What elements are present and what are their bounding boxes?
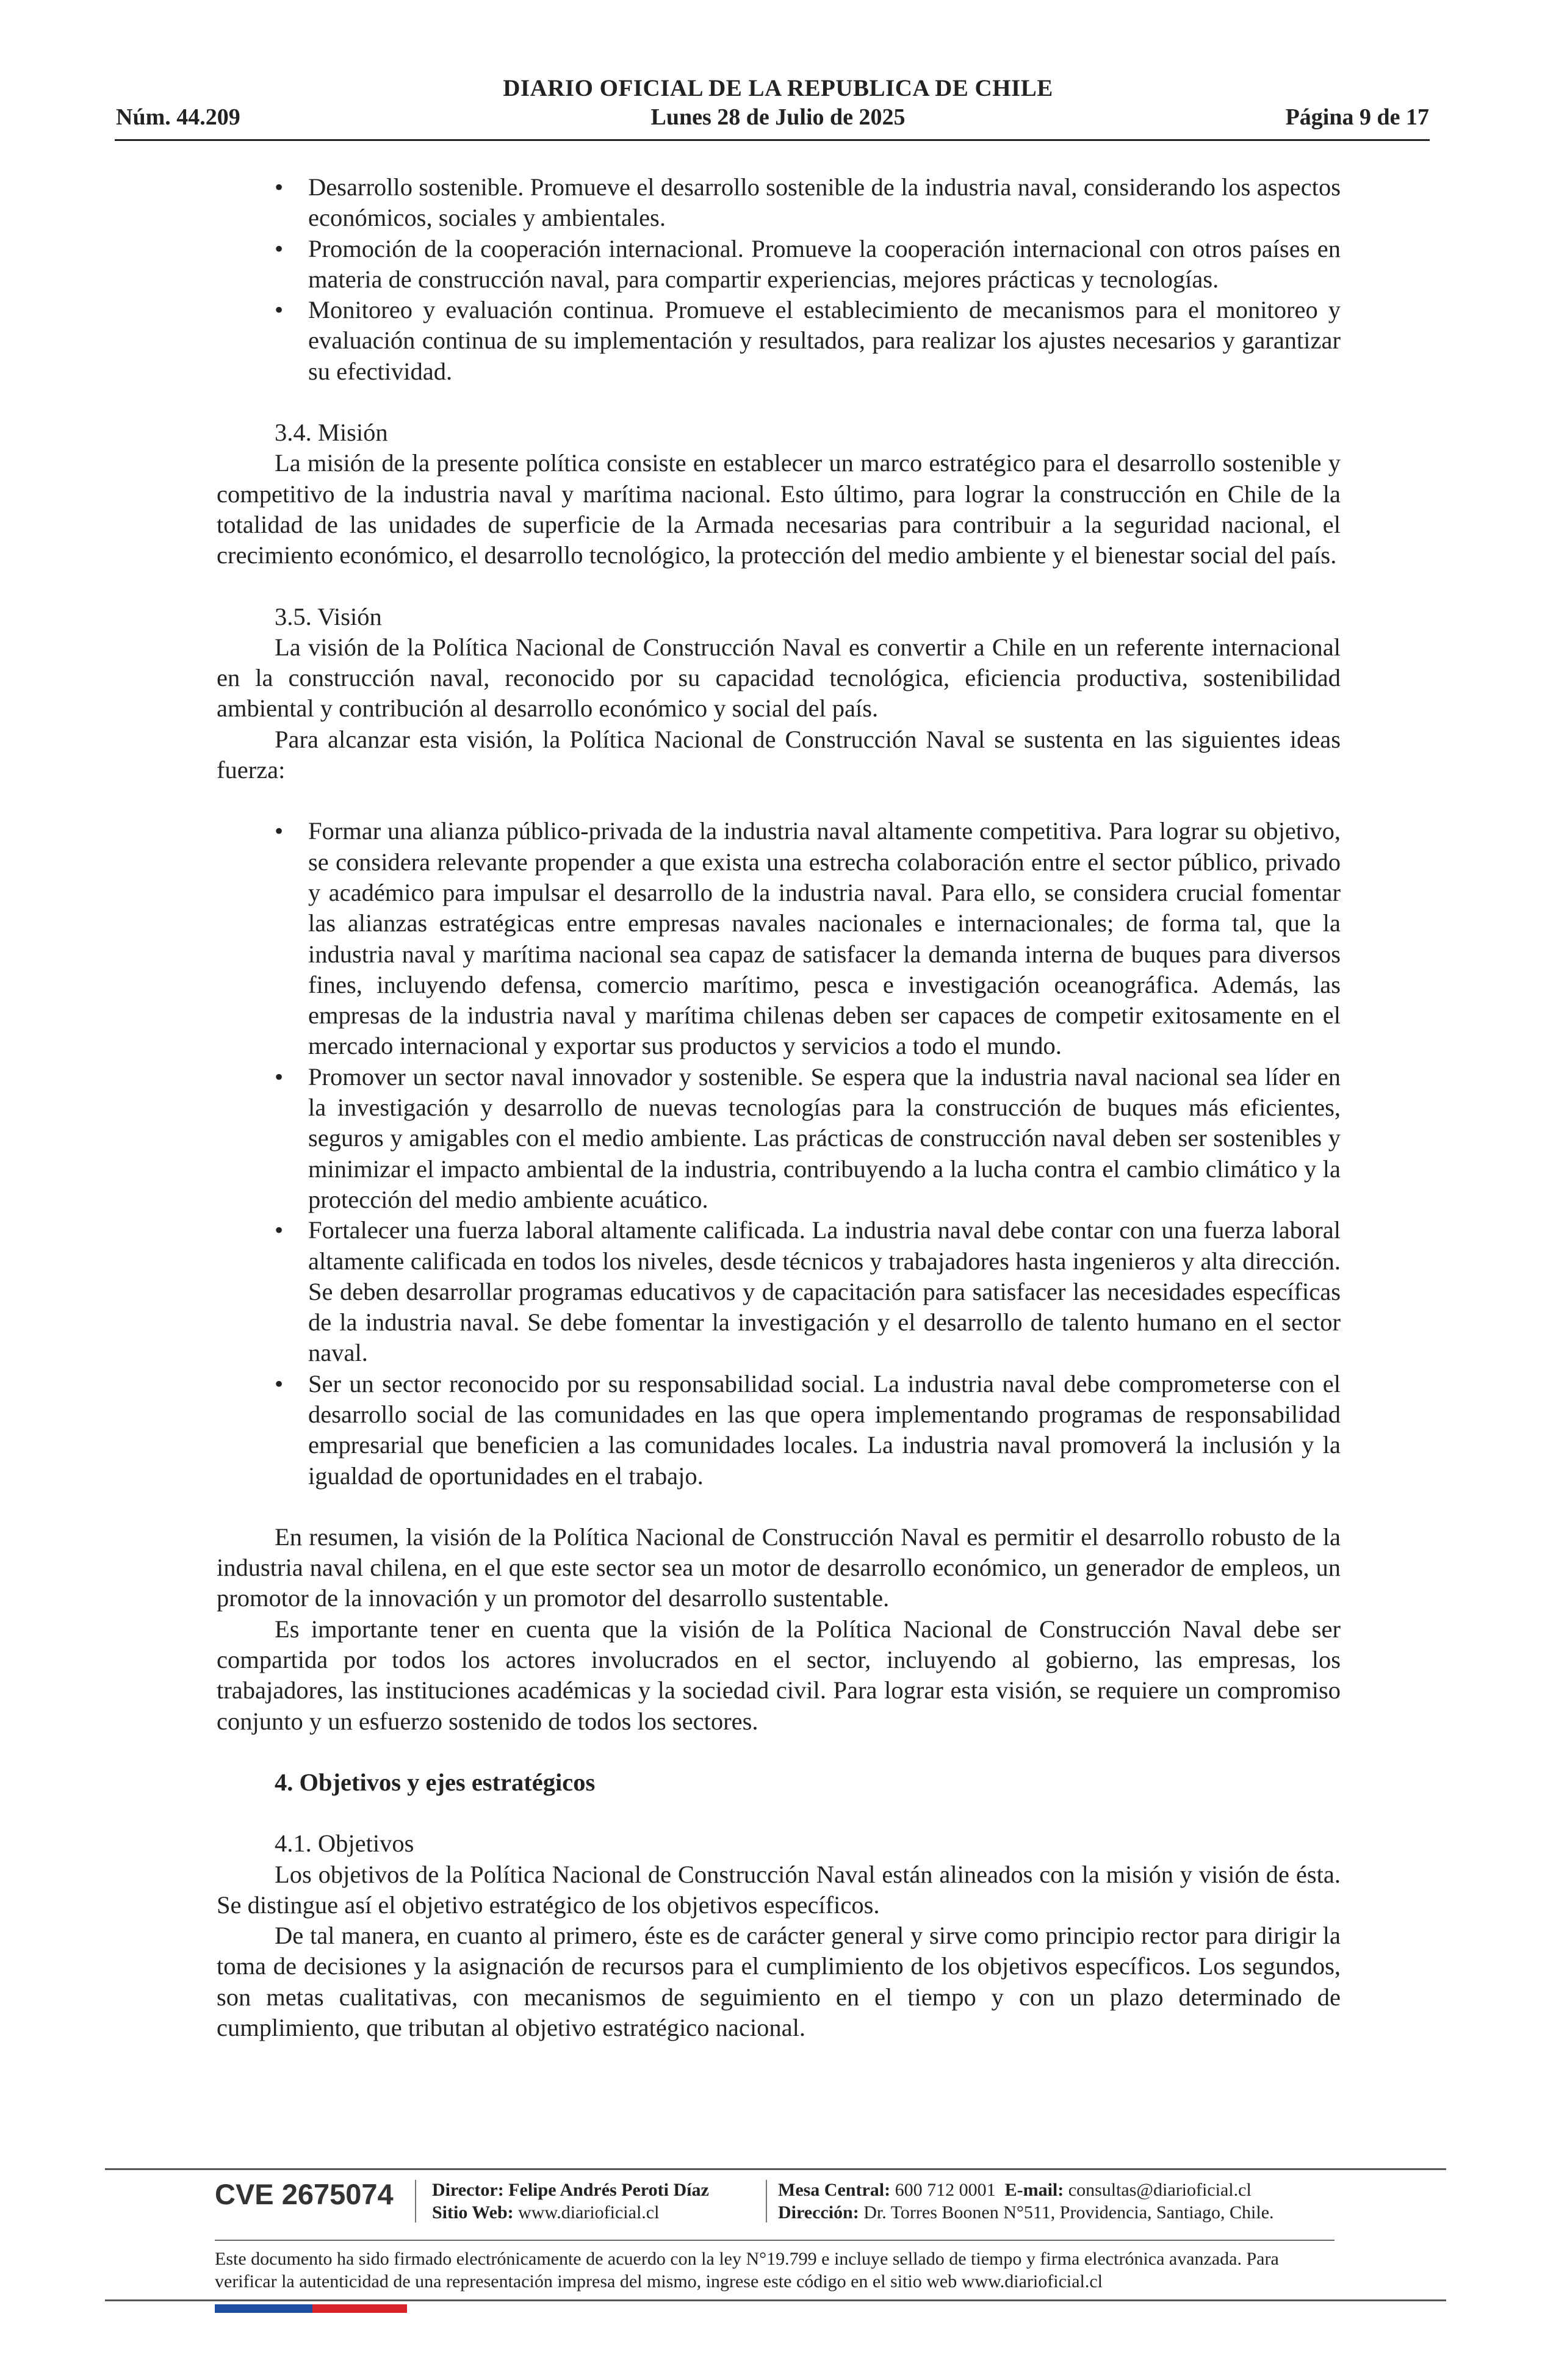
ideas-fuerza-list	[217, 816, 1341, 1491]
section-heading-objetivos: 4.1. Objetivos	[275, 1830, 414, 1858]
address-label: Dirección:	[778, 2202, 859, 2223]
list-item: • Promover un sector naval innovador y sostenible. Se espera que la industria naval nacional sea líder en la investigación y desarrollo de nuevas tecnologías para la construcción de buques más eficientes, seguros y amigables con el medio ambiente. Las prácticas de construcción naval deben ser sostenibles y minimizar el impacto ambiental de la industria, contribuyendo a la lucha contra el cambio climático y la protección del medio ambiente acuático.	[308, 1062, 1341, 1215]
director-name: Felipe Andrés Peroti Díaz	[508, 2180, 709, 2200]
paragraph: Los objetivos de la Política Nacional de Construcción Naval están alineados con la misión y visión de ésta. Se distingue así el objetivo estratégico de los objetivos específicos.	[217, 1860, 1341, 1919]
footer-separator	[766, 2180, 767, 2223]
paragraph: De tal manera, en cuanto al primero, éste es de carácter general y sirve como principio rector para dirigir la toma de decisiones y la asignación de recursos para el cumplimiento de los objetivos específicos. Los segundos, son metas cualitativas, con mecanismos de seguimiento en el tiempo y con un plazo determinado de cumplimiento, que tributan al objetivo estratégico nacional.	[217, 1922, 1341, 2042]
website-line	[432, 2201, 659, 2224]
website-link[interactable]: www.diarioficial.cl	[518, 2202, 660, 2223]
email-label: E-mail:	[1004, 2180, 1064, 2200]
paragraph: La misión de la presente política consiste en establecer un marco estratégico para el desarrollo sostenible y competitivo de la industria naval y marítima nacional. Esto último, para lograr la construcción en Chile de la totalidad de las unidades de superficie de la Armada necesarias para contribuir a la seguridad nacional, el crecimiento económico, el desarrollo tecnológico, la protección del medio ambiente y el bienestar social del país.	[217, 449, 1341, 569]
list-item: • Formar una alianza público-privada de la industria naval altamente competitiva. Para lograr su objetivo, se considera relevante propender a que exista una estrecha colaboración entre el sector público, privado y académico para impulsar el desarrollo de la industria naval. Para ello, se considera crucial fomentar las alianzas estratégicas entre empresas navales nacionales e internacionales; de forma tal, que la industria naval y marítima nacional sea capaz de satisfacer la demanda interna de buques para diversos fines, incluyendo defensa, comercio marítimo, pesca e investigación oceanográfica. Además, las empresas de la industria naval y marítima chilenas deben ser capaces de competir exitosamente en el mercado internacional y exportar sus productos y servicios a todo el mundo.	[308, 816, 1341, 1061]
flag-stripe-blue	[215, 2304, 312, 2313]
cve-code: CVE 2675074	[215, 2178, 394, 2210]
address-value: Dr. Torres Boonen N°511, Providencia, Santiago, Chile.	[863, 2202, 1274, 2223]
section-heading-objetivos-ejes: 4. Objetivos y ejes estratégicos	[275, 1768, 596, 1796]
email-link[interactable]: consultas@diarioficial.cl	[1068, 2180, 1252, 2200]
signature-notice: Este documento ha sido firmado electrónicamente de acuerdo con la ley N°19.799 e incluye sellado de tiempo y firma electrónica avanzada. Para verificar la autenticidad de una representación impresa del mismo, ingrese este código en el sitio web www.diarioficial.cl	[215, 2249, 1279, 2292]
newspaper-title: DIARIO OFICIAL DE LA REPUBLICA DE CHILE	[503, 75, 1053, 101]
website-label: Sitio Web:	[432, 2202, 514, 2223]
footer-divider-bottom	[105, 2299, 1446, 2301]
page-number: Página 9 de 17	[1285, 104, 1429, 130]
footer-divider-mid	[215, 2240, 1334, 2241]
list-item: • Promoción de la cooperación internacional. Promueve la cooperación internacional con otros países en materia de construcción naval, para compartir experiencias, mejores prácticas y tecnologías.	[308, 234, 1341, 295]
mesa-phone: 600 712 0001	[895, 2180, 996, 2200]
footer-divider-top	[105, 2168, 1446, 2170]
principles-list	[217, 172, 1341, 387]
section-heading-vision: 3.5. Visión	[275, 602, 382, 630]
address-line	[778, 2201, 1274, 2224]
footer-separator	[415, 2180, 416, 2223]
paragraph: La visión de la Política Nacional de Construcción Naval es convertir a Chile en un referente internacional en la construcción naval, reconocido por su capacidad tecnológica, eficiencia productiva, sostenibilidad ambiental y contribución al desarrollo económico y social del país.	[217, 633, 1341, 723]
paragraph: Para alcanzar esta visión, la Política Nacional de Construcción Naval se sustenta en las siguientes ideas fuerza:	[217, 725, 1341, 784]
paragraph: En resumen, la visión de la Política Nacional de Construcción Naval es permitir el desarrollo robusto de la industria naval chilena, en el que este sector sea un motor de desarrollo económico, un generador de empleos, un promotor de la innovación y un promotor del desarrollo sustentable.	[217, 1523, 1341, 1612]
issue-date: Lunes 28 de Julio de 2025	[650, 104, 906, 130]
contact-line	[778, 2179, 1252, 2201]
paragraph: Es importante tener en cuenta que la visión de la Política Nacional de Construcción Naval debe ser compartida por todos los actores involucrados en el sector, incluyendo al gobierno, las empresas, los trabajadores, las instituciones académicas y la sociedad civil. Para lograr esta visión, se requiere un compromiso conjunto y un esfuerzo sostenido de todos los sectores.	[217, 1615, 1341, 1735]
mesa-label: Mesa Central:	[778, 2180, 891, 2200]
section-heading-mision: 3.4. Misión	[275, 419, 388, 447]
header-divider	[115, 139, 1430, 141]
director-line	[432, 2179, 709, 2201]
list-item: • Desarrollo sostenible. Promueve el desarrollo sostenible de la industria naval, considerando los aspectos económicos, sociales y ambientales.	[308, 172, 1341, 234]
director-label: Director:	[432, 2180, 504, 2200]
issue-number: Núm. 44.209	[116, 104, 240, 130]
article-body	[217, 172, 1341, 2043]
list-item: • Monitoreo y evaluación continua. Promueve el establecimiento de mecanismos para el monitoreo y evaluación continua de su implementación y resultados, para realizar los ajustes necesarios y garantizar su efectividad.	[308, 295, 1341, 387]
list-item: • Ser un sector reconocido por su responsabilidad social. La industria naval debe comprometerse con el desarrollo social de las comunidades en las que opera implementando programas de responsabilidad empresarial que beneficien a las comunidades locales. La industria naval promoverá la inclusión y la igualdad de oportunidades en el trabajo.	[308, 1369, 1341, 1491]
list-item: • Fortalecer una fuerza laboral altamente calificada. La industria naval debe contar con una fuerza laboral altamente calificada en todos los niveles, desde técnicos y trabajadores hasta ingenieros y alta dirección. Se deben desarrollar programas educativos y de capacitación para satisfacer las necesidades específicas de la industria naval. Se debe fomentar la investigación y el desarrollo de talento humano en el sector naval.	[308, 1215, 1341, 1368]
flag-stripe-red	[312, 2304, 407, 2313]
